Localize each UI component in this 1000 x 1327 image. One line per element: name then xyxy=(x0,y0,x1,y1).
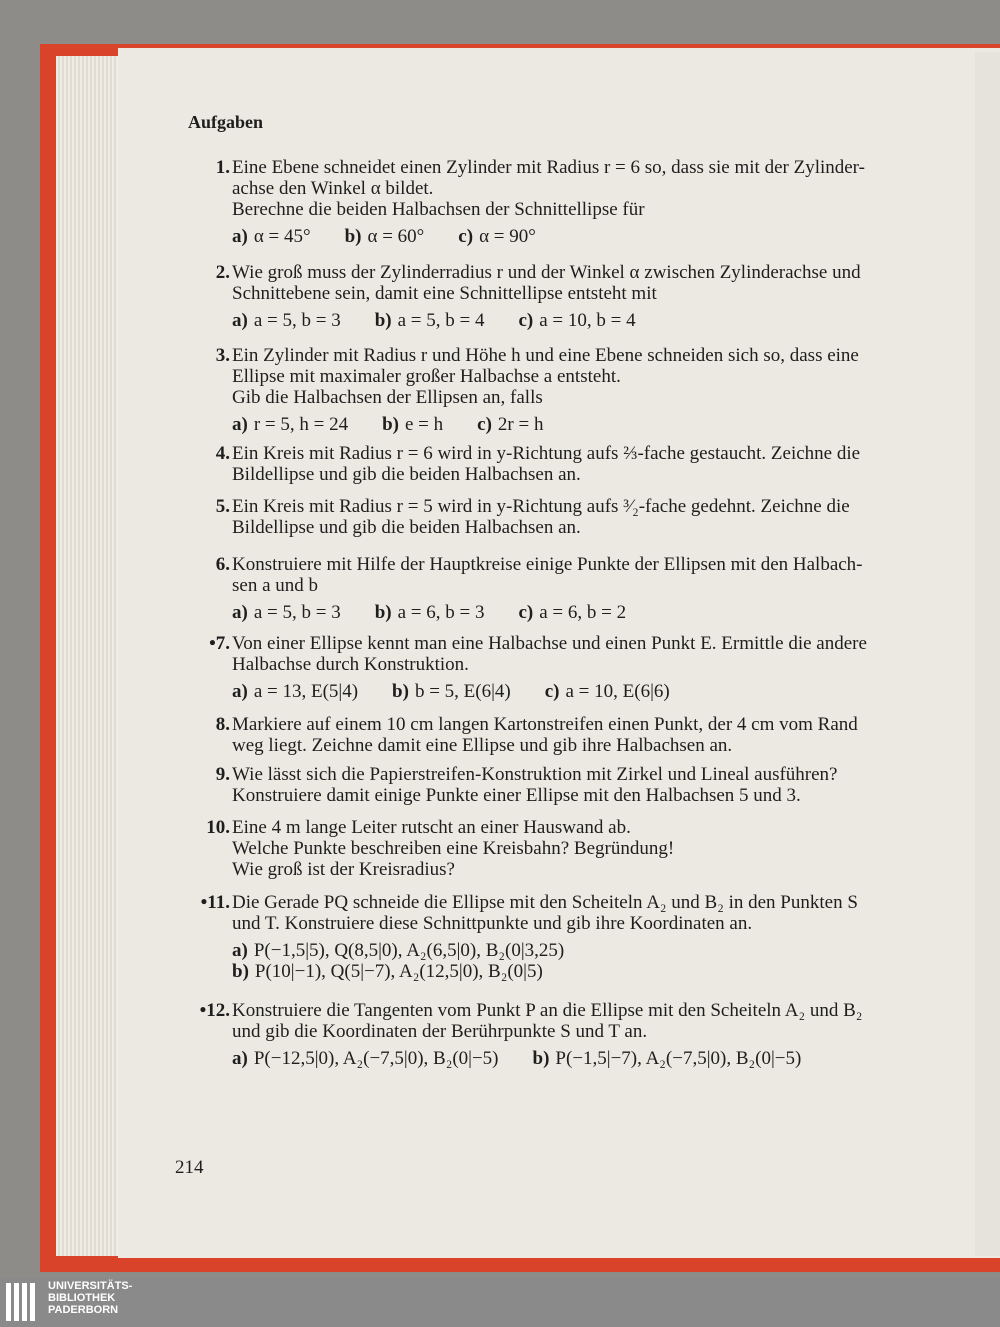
task-line: Wie groß muss der Zylinderradius r und der Winkel α zwischen Zylinderachse und xyxy=(232,262,861,283)
task-line: Ein Kreis mit Radius r = 5 wird in y-Richtung aufs ³⁄₂-fache gedehnt. Zeichne die xyxy=(232,496,850,517)
library-name xyxy=(48,1280,132,1316)
task-part xyxy=(392,681,511,702)
library-footer xyxy=(0,1278,1000,1327)
task-part xyxy=(518,602,626,623)
task-part xyxy=(545,681,670,702)
task-number: 8. xyxy=(215,714,230,735)
task-part xyxy=(232,1048,499,1069)
part-label: c) xyxy=(458,226,474,247)
part-text: P(−12,5|0), A₂(−7,5|0), B₂(0|−5) xyxy=(253,1048,499,1069)
task-5 xyxy=(188,496,936,538)
part-label: a) xyxy=(232,681,248,702)
library-name-line2: BIBLIOTHEK xyxy=(48,1292,116,1304)
task-body xyxy=(232,345,936,435)
task-parts xyxy=(232,226,936,247)
task-part xyxy=(375,310,485,331)
task-line: und gib die Koordinaten der Berührpunkte S und T an. xyxy=(232,1021,648,1042)
part-label: c) xyxy=(477,414,492,435)
page-stack-edge xyxy=(56,56,126,1256)
task-line: Welche Punkte beschreiben eine Kreisbahn? Begründung! xyxy=(232,838,675,859)
task-number: 3. xyxy=(215,345,230,366)
part-text: a = 6, b = 2 xyxy=(539,602,627,623)
task-line: Bildellipse und gib die beiden Halbachsen an. xyxy=(232,464,581,485)
task-number: •7. xyxy=(209,633,230,654)
task-line: Markiere auf einem 10 cm langen Kartonstreifen einen Punkt, der 4 cm vom Rand xyxy=(232,714,858,735)
task-line: Eine 4 m lange Leiter rutscht an einer Hauswand ab. xyxy=(232,817,631,838)
task-number: 1. xyxy=(215,157,230,178)
task-number: 6. xyxy=(215,554,230,575)
task-line: weg liegt. Zeichne damit eine Ellipse und gib ihre Halbachsen an. xyxy=(232,735,733,756)
task-9 xyxy=(188,764,936,806)
part-text: P(10|−1), Q(5|−7), A₂(12,5|0), B₂(0|5) xyxy=(254,961,543,982)
task-10 xyxy=(188,817,936,880)
part-text: a = 5, b = 3 xyxy=(253,310,341,331)
task-line: Die Gerade PQ schneide die Ellipse mit den Scheiteln A₂ und B₂ in den Punkten S xyxy=(232,892,858,913)
part-label: b) xyxy=(232,961,249,982)
task-part xyxy=(232,602,341,623)
task-line: Berechne die beiden Halbachsen der Schnittellipse für xyxy=(232,199,645,220)
part-text: e = h xyxy=(405,414,444,435)
task-parts xyxy=(232,602,936,623)
part-text: α = 90° xyxy=(479,226,536,247)
task-number: 5. xyxy=(215,496,230,517)
task-2 xyxy=(188,262,936,331)
part-label: b) xyxy=(374,310,392,331)
task-row xyxy=(232,940,936,961)
task-parts xyxy=(232,310,936,331)
page-number: 214 xyxy=(175,1157,204,1178)
task-line: Konstruiere die Tangenten vom Punkt P an die Ellipse mit den Scheiteln A₂ und B₂ xyxy=(232,1000,863,1021)
page-heading: Aufgaben xyxy=(188,112,264,132)
task-12 xyxy=(188,1000,936,1069)
task-line: Konstruiere damit einige Punkte einer Ellipse mit den Halbachsen 5 und 3. xyxy=(232,785,801,806)
part-label: a) xyxy=(232,414,248,435)
part-text: r = 5, h = 24 xyxy=(253,414,349,435)
task-part xyxy=(345,226,425,247)
task-body xyxy=(232,496,936,538)
part-label: a) xyxy=(232,602,248,623)
library-name-line1: UNIVERSITÄTS- xyxy=(48,1280,133,1292)
task-line: und T. Konstruiere diese Schnittpunkte und gib ihre Koordinaten an. xyxy=(232,913,753,934)
part-label: c) xyxy=(544,681,560,702)
task-body xyxy=(232,892,936,982)
task-1 xyxy=(188,157,936,247)
part-label: b) xyxy=(374,602,392,623)
part-label: b) xyxy=(532,1048,550,1069)
task-number: 4. xyxy=(215,443,230,464)
task-line: Wie groß ist der Kreisradius? xyxy=(232,859,455,880)
task-body xyxy=(232,157,936,247)
task-line: Ellipse mit maximaler großer Halbachse a entsteht. xyxy=(232,366,621,387)
task-number: •12. xyxy=(199,1000,230,1021)
task-part xyxy=(375,602,485,623)
library-logo-icon xyxy=(6,1283,38,1321)
task-parts xyxy=(232,414,936,435)
task-row xyxy=(232,961,936,982)
part-label: b) xyxy=(344,226,362,247)
part-text: b = 5, E(6|4) xyxy=(414,681,511,702)
task-body xyxy=(232,817,936,880)
task-part xyxy=(477,414,543,435)
task-number: 2. xyxy=(215,262,230,283)
task-body xyxy=(232,764,936,806)
task-number: •11. xyxy=(200,892,230,913)
part-text: α = 45° xyxy=(253,226,311,247)
part-label: a) xyxy=(232,940,248,961)
library-name-line3: PADERBORN xyxy=(48,1304,119,1316)
part-text: a = 10, E(6|6) xyxy=(565,681,670,702)
part-label: c) xyxy=(518,310,534,331)
task-body xyxy=(232,262,936,331)
task-parts xyxy=(232,681,936,702)
task-body xyxy=(232,633,936,702)
part-label: b) xyxy=(392,681,409,702)
task-part xyxy=(458,226,536,247)
task-parts xyxy=(232,1048,936,1069)
task-line: Eine Ebene schneidet einen Zylinder mit Radius r = 6 so, dass sie mit der Zylinder- xyxy=(232,157,865,178)
task-part xyxy=(533,1048,802,1069)
opposite-page xyxy=(975,52,1000,1256)
task-6 xyxy=(188,554,936,623)
task-body xyxy=(232,443,936,485)
task-part xyxy=(232,310,341,331)
task-body xyxy=(232,714,936,756)
task-rows xyxy=(232,940,936,982)
part-text: α = 60° xyxy=(367,226,425,247)
task-part xyxy=(232,681,358,702)
part-text: a = 5, b = 4 xyxy=(397,310,485,331)
part-text: P(−1,5|5), Q(8,5|0), A₂(6,5|0), B₂(0|3,25) xyxy=(253,940,565,961)
task-line: Konstruiere mit Hilfe der Hauptkreise einige Punkte der Ellipsen mit den Halbach- xyxy=(232,554,863,575)
task-8 xyxy=(188,714,936,756)
part-label: a) xyxy=(232,1048,248,1069)
task-number: 9. xyxy=(215,764,230,785)
task-line: Schnittebene sein, damit eine Schnittellipse entsteht mit xyxy=(232,283,657,304)
task-part xyxy=(232,414,348,435)
part-label: a) xyxy=(232,226,248,247)
part-label: a) xyxy=(232,310,248,331)
task-line: sen a und b xyxy=(232,575,319,596)
task-line: Halbachse durch Konstruktion. xyxy=(232,654,469,675)
task-11 xyxy=(188,892,936,982)
task-part xyxy=(382,414,443,435)
part-text: a = 13, E(5|4) xyxy=(253,681,359,702)
task-line: achse den Winkel α bildet. xyxy=(232,178,434,199)
part-label: c) xyxy=(518,602,534,623)
task-body xyxy=(232,554,936,623)
task-4 xyxy=(188,443,936,485)
task-line: Wie lässt sich die Papierstreifen-Konstruktion mit Zirkel und Lineal ausführen? xyxy=(232,764,838,785)
task-line: Ein Zylinder mit Radius r und Höhe h und eine Ebene schneiden sich so, dass eine xyxy=(232,345,859,366)
part-text: a = 10, b = 4 xyxy=(539,310,636,331)
task-part xyxy=(232,226,311,247)
part-text: a = 6, b = 3 xyxy=(397,602,485,623)
task-line: Gib die Halbachsen der Ellipsen an, falls xyxy=(232,387,543,408)
task-line: Ein Kreis mit Radius r = 6 wird in y-Richtung aufs ⅔-fache gestaucht. Zeichne die xyxy=(232,443,861,464)
part-text: 2r = h xyxy=(497,414,544,435)
part-text: a = 5, b = 3 xyxy=(253,602,341,623)
part-label: b) xyxy=(382,414,399,435)
part-text: P(−1,5|−7), A₂(−7,5|0), B₂(0|−5) xyxy=(555,1048,802,1069)
task-line: Von einer Ellipse kennt man eine Halbachse und einen Punkt E. Ermittle die andere xyxy=(232,633,867,654)
task-3 xyxy=(188,345,936,435)
task-7 xyxy=(188,633,936,702)
task-line: Bildellipse und gib die beiden Halbachsen an. xyxy=(232,517,581,538)
task-number: 10. xyxy=(206,817,230,838)
task-part xyxy=(518,310,635,331)
task-body xyxy=(232,1000,936,1069)
